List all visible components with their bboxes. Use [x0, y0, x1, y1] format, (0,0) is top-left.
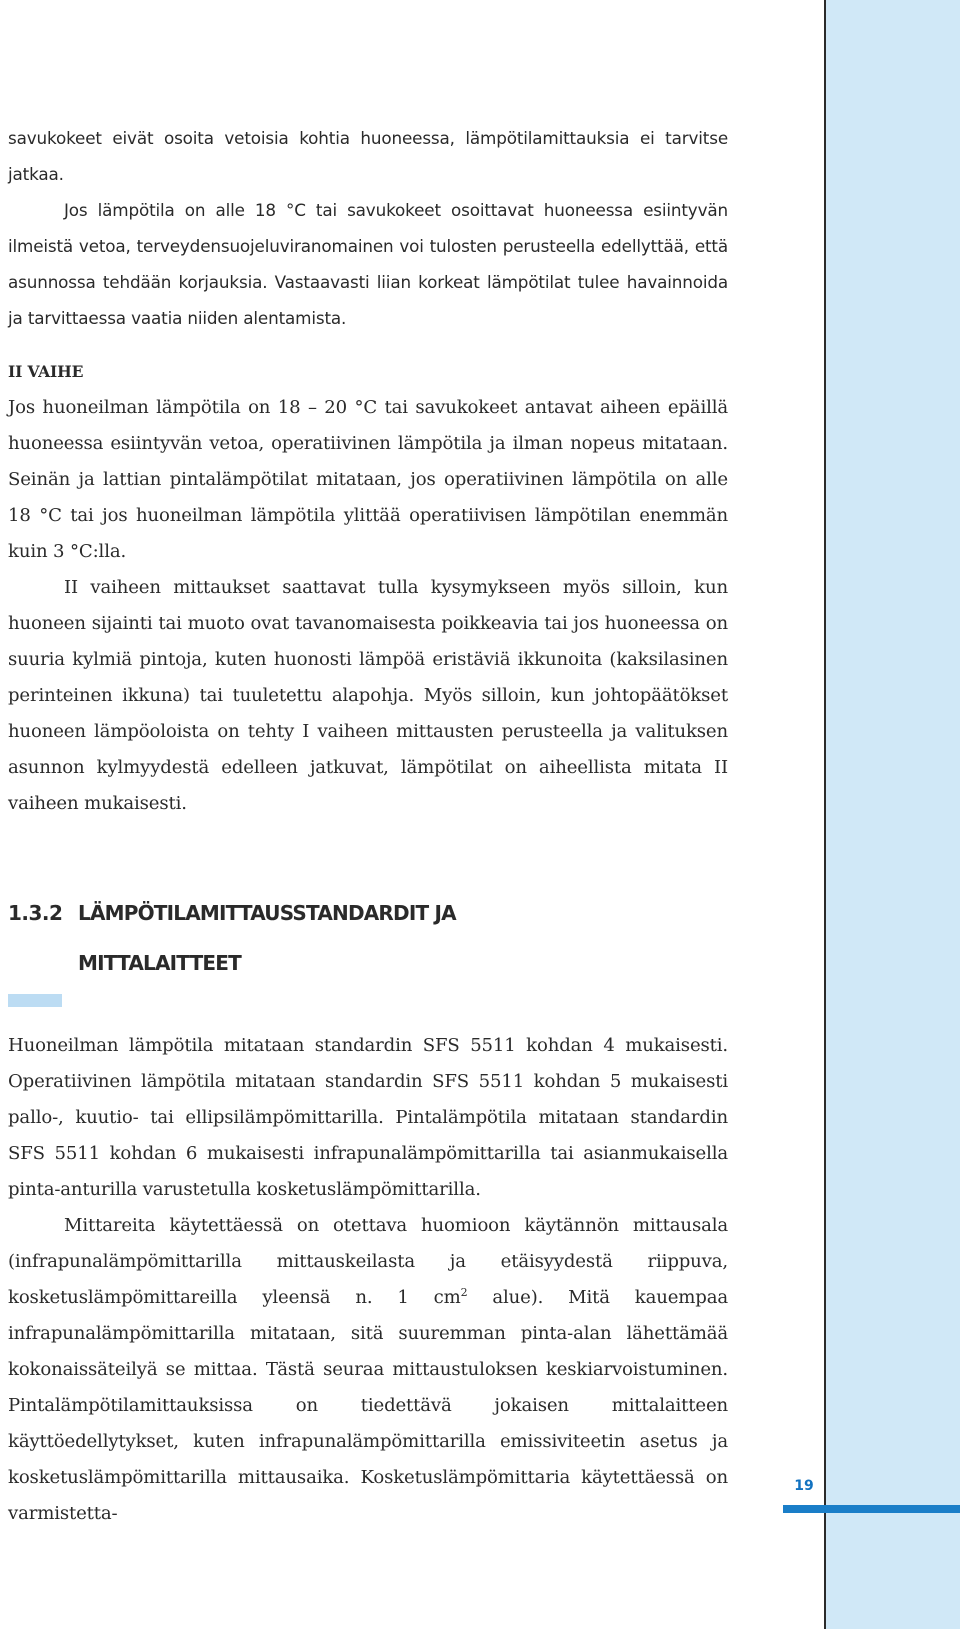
section-paragraph-2 [8, 1208, 728, 1532]
section-paragraph-1: Huoneilman lämpötila mitataan standardin SFS 5511 kohdan 4 mukaisesti. Operatiivinen lämpötila mitataan standardin SFS 5511 kohdan 5 mukaisesti pallo-, kuutio- tai ellipsilämpömittarilla. Pintalämpötila mitataan standardin SFS 5511 kohdan 6 mukaisesti infrapunalämpömittarilla tai asianmukaisella pinta-anturilla varustetulla kosketuslämpömittarilla. [8, 1035, 728, 1200]
vaihe-2-heading: II VAIHE [8, 362, 84, 381]
section-title [78, 888, 638, 988]
page-body [8, 120, 728, 1532]
section-heading [8, 888, 728, 1028]
page-sidebar-band [825, 0, 960, 1629]
section-title-line-1: LÄMPÖTILAMITTAUSSTANDARDIT JA [78, 901, 456, 925]
page-number-bar [783, 1505, 960, 1513]
vaihe-2-paragraph-1: Jos huoneilman lämpötila on 18 – 20 °C tai savukokeet antavat aiheen epäillä huoneessa esiintyvän vetoa, operatiivinen lämpötila ja ilman nopeus mitataan. Seinän ja lattian pintalämpötilat mitataan, jos operatiivinen lämpötila on alle 18 °C tai jos huoneilman lämpötila ylittää operatiivisen lämpötilan enemmän kuin 3 °C:lla. [8, 397, 728, 562]
section-number: 1.3.2 [8, 901, 63, 925]
sidebar-divider [824, 0, 826, 1629]
intro-paragraph-2: Jos lämpötila on alle 18 °C tai savukokeet osoittavat huoneessa esiintyvän ilmeistä vetoa, terveydensuojeluviranomainen voi tulosten perusteella edellyttää, että asunnossa tehdään korjauksia. Vastaavasti liian korkeat lämpötilat tulee havainnoida ja tarvittaessa vaatia niiden alentamista. [8, 200, 728, 328]
section-paragraph-2-part-2: alue). Mitä kauempaa infrapunalämpömittarilla mitataan, sitä suuremman pinta-alan lähettämää kokonaissäteilyä se mittaa. Tästä seuraa mittaustuloksen keskiarvoistuminen. Pintalämpötilamittauksissa on tiedettävä jokaisen mittalaitteen käyttöedellytykset, kuten infrapunalämpömittarilla emissiviteetin asetus ja kosketuslämpömittarilla mittausaika. Kosketuslämpömittaria käytettäessä on varmistetta- [8, 1287, 729, 1524]
section-paragraph-2-part-1: Mittareita käytettäessä on otettava huomioon käytännön mittausala (infrapunalämpömittarilla mittauskeilasta ja etäisyydestä riippuva, kosketuslämpömittareilla yleensä n. 1 cm [8, 1215, 728, 1308]
intro-paragraph-1: savukokeet eivät osoita vetoisia kohtia huoneessa, lämpötilamittauksia ei tarvitse jatkaa. [8, 128, 728, 184]
section-marker [8, 994, 62, 1007]
vaihe-2-paragraph-2: II vaiheen mittaukset saattavat tulla kysymykseen myös silloin, kun huoneen sijainti tai muoto ovat tavanomaisesta poikkeavia tai jos huoneessa on suuria kylmiä pintoja, kuten huonosti lämpöä eristäviä ikkunoita (kaksilasinen perinteinen ikkuna) tai tuuletettu alapohja. Myös silloin, kun johtopäätökset huoneen lämpöoloista on tehty I vaiheen mittausten perusteella ja valituksen asunnon kylmyydestä edelleen jatkuvat, lämpötilat on aiheellista mitata II vaiheen mukaisesti. [8, 577, 728, 814]
section-title-line-2: MITTALAITTEET [78, 951, 241, 975]
page-number: 19 [794, 1478, 814, 1494]
superscript-2: 2 [460, 1285, 468, 1299]
